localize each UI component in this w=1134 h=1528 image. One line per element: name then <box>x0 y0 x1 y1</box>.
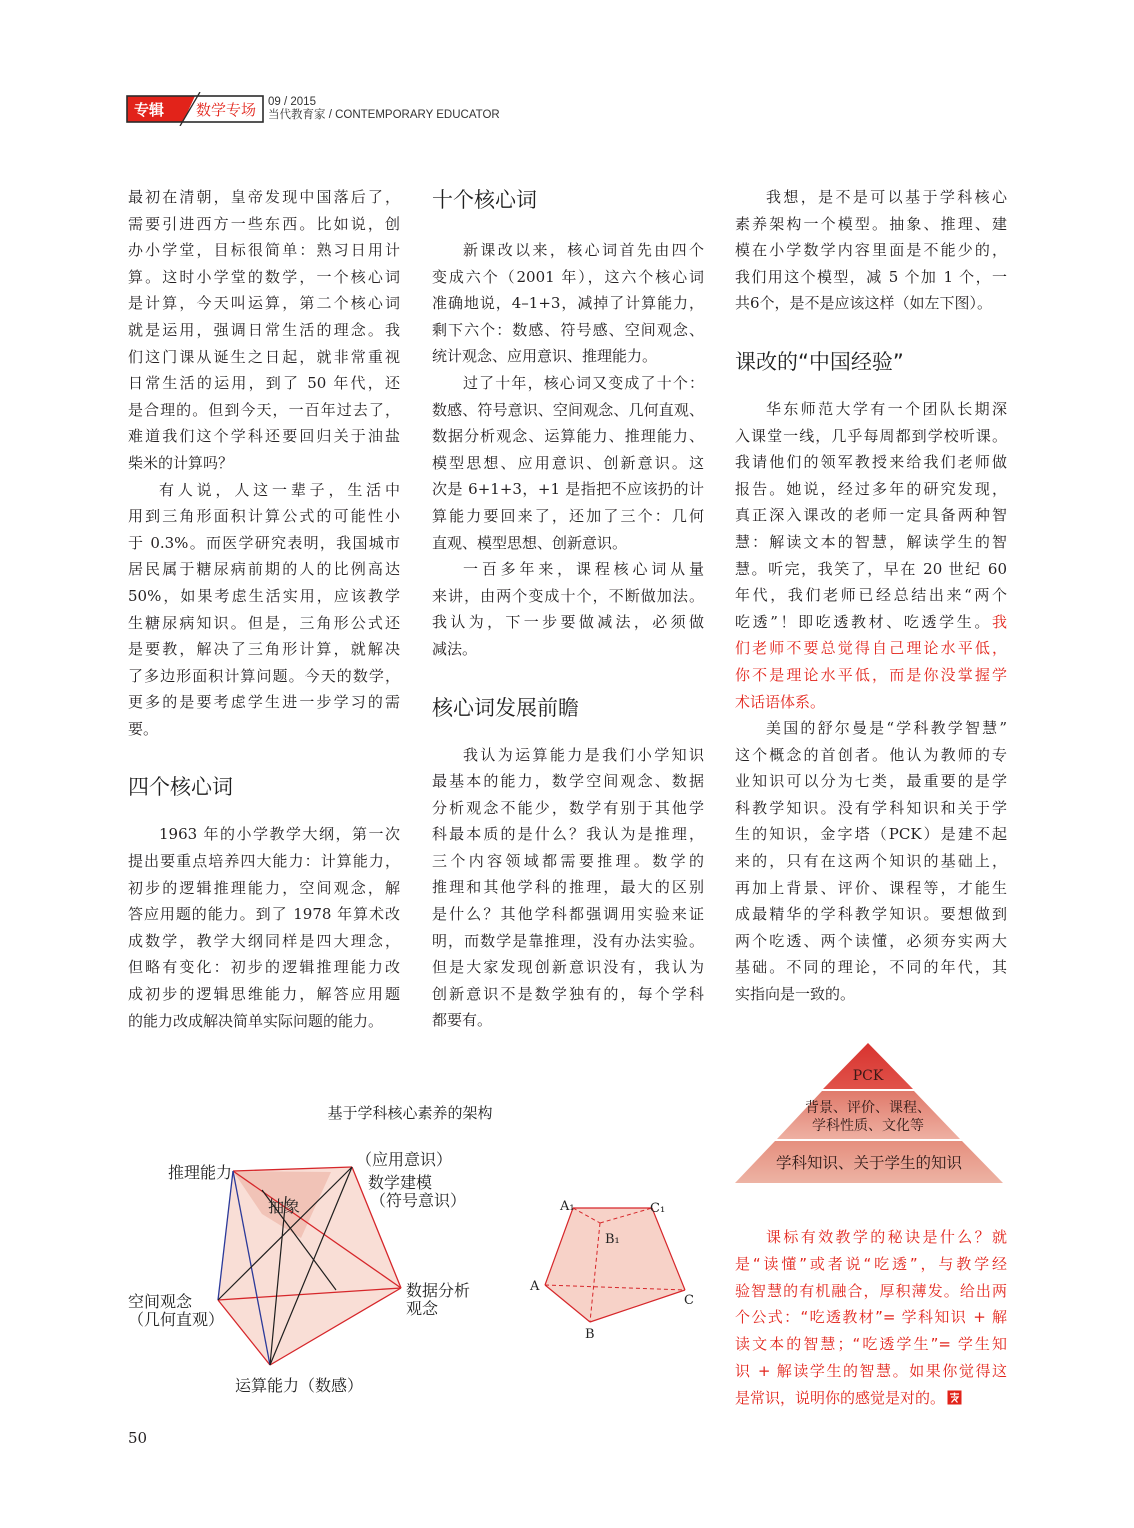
label-abstraction: 抽象 <box>268 1197 301 1216</box>
text-span: 年代，我们老师已经总结出来“两个 <box>735 586 1007 605</box>
text-line <box>735 768 1007 795</box>
text-span: 识 + 解读学生的智慧。如果你觉得这 <box>735 1361 1007 1380</box>
text-span: 我认为运算能力是我们小学知识 <box>463 745 704 764</box>
text-span: 的能力改成解决简单实际问题的能力。 <box>128 1011 384 1030</box>
text-line <box>432 397 704 424</box>
text-line <box>128 848 400 875</box>
section-name: 数学专场 <box>196 101 257 119</box>
text-span: 难道我们这个学科还要回归关于油盐 <box>128 427 400 446</box>
text-span: 都要有。 <box>432 1011 493 1030</box>
text-span: 初步的逻辑推理能力，空间观念，解 <box>128 878 400 897</box>
text-line <box>735 901 1007 928</box>
text-span: 分析观念不能少，数学有别于其他学 <box>432 798 704 817</box>
text-span: 素养架构一个模型。抽象、推理、建 <box>735 214 1007 233</box>
text-line <box>735 502 1007 529</box>
label-spatial: 空间观念 <box>128 1292 193 1311</box>
text-span: 慧。听完，我笑了，早在 20 世纪 60 <box>735 559 1007 578</box>
section-heading: 四个核心词 <box>128 775 233 800</box>
label-modeling: 数学建模 <box>368 1173 433 1192</box>
text-span: 入课堂一线，几乎每周都到学校听课。 <box>735 426 1007 445</box>
text-span: 算能力要回来了，还加了三个：几何 <box>432 506 704 525</box>
text-line <box>735 1385 1007 1412</box>
paragraph <box>432 556 704 662</box>
paragraph <box>432 742 704 1035</box>
text-line <box>735 928 1007 955</box>
text-line <box>735 848 1007 875</box>
text-span: 数感、符号意识、空间观念、几何直观、 <box>432 400 704 419</box>
text-span: 答应用题的能力。到了 1978 年算术改 <box>128 905 400 924</box>
text-span: 直观、模型思想、创新意识。 <box>432 533 628 552</box>
text-span: 最基本的能力，数学空间观念、数据 <box>432 772 704 791</box>
section-header-badge <box>125 92 267 126</box>
text-line <box>432 556 704 583</box>
text-span: 成最精华的学科教学知识。要想做到 <box>735 905 1007 924</box>
text-span: 统计观念、应用意识、推理能力。 <box>432 347 658 366</box>
text-line <box>432 742 704 769</box>
text-line <box>128 184 400 211</box>
text-span: 办小学堂，目标很简单：熟习日用计 <box>128 241 400 260</box>
text-span: 基础。不同的理论，不同的年代，其 <box>735 958 1007 977</box>
text-line <box>128 477 400 504</box>
text-span: 再加上背景、评价、课程等，才能生 <box>735 878 1007 897</box>
text-line <box>128 716 400 743</box>
paragraph <box>432 237 704 370</box>
text-span: 创新意识不是数学独有的，每个学科 <box>432 984 704 1003</box>
paragraph <box>432 370 704 556</box>
text-line <box>432 901 704 928</box>
text-span: 共6个，是不是应该这样（如左下图）。 <box>735 294 993 313</box>
text-line <box>128 530 400 557</box>
text-span: 过了十年，核心词又变成了十个： <box>463 373 704 392</box>
text-line <box>735 981 1007 1008</box>
text-line <box>128 1008 400 1035</box>
prism-label-a: A <box>530 1279 540 1294</box>
text-line <box>128 290 400 317</box>
text-line <box>735 1224 1007 1251</box>
emphasis-text: 们老师不要总觉得自己理论水平低， <box>735 639 1007 658</box>
pyramid-top-label: PCK <box>852 1068 884 1084</box>
text-span: 次是 6+1+3，+1 是指把不应该扔的计 <box>432 480 704 499</box>
text-line <box>735 264 1007 291</box>
prism-fill <box>545 1208 685 1322</box>
text-span: 生的知识，金字塔（PCK）是建不起 <box>735 825 1007 844</box>
text-span: 来的，只有在这两个知识的基础上， <box>735 852 1007 871</box>
text-line <box>735 715 1007 742</box>
text-span: 50%，如果考虑生活实用，应该教学 <box>128 586 400 605</box>
text-span: 是计算，今天叫运算，第二个核心词 <box>128 294 400 313</box>
text-line <box>432 609 704 636</box>
text-span: 了多边形面积计算问题。今天的数学， <box>128 666 400 685</box>
text-line <box>735 742 1007 769</box>
text-span: 我认为，下一步要做减法，必须做 <box>432 613 704 632</box>
paragraph <box>128 184 400 477</box>
text-line <box>432 530 704 557</box>
text-line <box>432 874 704 901</box>
text-span: 成数学，教学大纲同样是四大理念， <box>128 931 400 950</box>
label-data-analysis-2: 观念 <box>406 1299 439 1318</box>
text-span: 们这门课从诞生之日起，就非常重视 <box>128 347 400 366</box>
text-line <box>432 317 704 344</box>
label-geometric: （几何直观） <box>128 1310 225 1329</box>
text-line <box>735 1358 1007 1385</box>
text-line <box>735 184 1007 211</box>
text-span: 华东师范大学有一个团队长期深 <box>766 399 1007 418</box>
text-span: 是“读懂”或者说“吃透”，与教学经 <box>735 1254 1007 1273</box>
text-span: 报告。她说，经过多年的研究发现， <box>735 479 1007 498</box>
text-line <box>128 450 400 477</box>
text-line <box>735 609 1007 636</box>
text-span: 是要教，解决了三角形计算，就解决 <box>128 640 400 659</box>
pyramid-middle-label-2: 学科性质、文化等 <box>812 1118 924 1134</box>
text-line <box>432 583 704 610</box>
text-span: 数据分析观念、运算能力、推理能力、 <box>432 427 704 446</box>
text-line <box>128 344 400 371</box>
text-span: 减法。 <box>432 639 478 658</box>
prism-label-c1: C₁ <box>650 1201 666 1216</box>
text-line <box>735 529 1007 556</box>
text-span: 业知识可以分为七类，最重要的是学 <box>735 772 1007 791</box>
text-line <box>128 370 400 397</box>
text-span: 就是运用，强调日常生活的理念。我 <box>128 320 400 339</box>
text-span: 一百多年来，课程核心词从量 <box>463 560 704 579</box>
text-line <box>128 981 400 1008</box>
text-line <box>128 503 400 530</box>
pck-pyramid <box>730 1038 1010 1188</box>
text-line <box>735 1278 1007 1305</box>
text-span: 有人说，人这一辈子，生活中 <box>159 480 400 499</box>
paragraph <box>735 715 1007 1008</box>
text-line <box>432 768 704 795</box>
text-span: 准确地说，4–1+3，减掉了计算能力， <box>432 294 704 313</box>
label-symbol: （符号意识） <box>370 1191 467 1210</box>
emphasis-text: 术话语体系。 <box>735 692 826 711</box>
text-line <box>735 290 1007 317</box>
paragraph <box>735 184 1007 317</box>
text-line <box>128 875 400 902</box>
text-line <box>128 928 400 955</box>
column-tag: 专辑 <box>134 101 165 119</box>
text-span: 验智慧的有机融合，厚积薄发。给出两 <box>735 1281 1007 1300</box>
text-line <box>432 795 704 822</box>
text-line <box>735 635 1007 662</box>
section-heading: 课改的“中国经验” <box>735 349 904 374</box>
paragraph <box>735 396 1007 715</box>
text-line <box>128 423 400 450</box>
text-span: 提出要重点培养四大能力：计算能力， <box>128 852 400 871</box>
prism-label-c: C <box>684 1293 694 1308</box>
text-span: 这个概念的首创者。他认为教师的专 <box>735 745 1007 764</box>
text-span: 是什么？其他学科都强调用实验来证 <box>432 905 704 924</box>
text-span: 模型思想、应用意识、创新意识。这 <box>432 453 704 472</box>
text-span: 慧：解读文本的智慧，解读学生的智 <box>735 532 1007 551</box>
magazine-name: 当代教育家 / CONTEMPORARY EDUCATOR <box>268 109 500 121</box>
text-span: 成初步的逻辑思维能力，解答应用题 <box>128 985 400 1004</box>
text-span: 三个内容领域都需要推理。数学的 <box>432 851 704 870</box>
text-line <box>735 556 1007 583</box>
text-line <box>432 981 704 1008</box>
text-span: 要。 <box>128 719 159 738</box>
text-line <box>432 954 704 981</box>
text-line <box>128 689 400 716</box>
text-line <box>432 370 704 397</box>
text-span: 日常生活的运用，到了 50 年代，还 <box>128 374 400 393</box>
text-line <box>735 396 1007 423</box>
text-line <box>432 848 704 875</box>
text-span: 我请他们的领军教授来给我们老师做 <box>735 453 1007 472</box>
text-span: 真正深入课改的老师一定具备两种智 <box>735 506 1007 525</box>
callout <box>735 1224 1007 1412</box>
label-reasoning: 推理能力 <box>168 1163 233 1182</box>
text-line <box>128 397 400 424</box>
text-line <box>735 476 1007 503</box>
text-line <box>735 449 1007 476</box>
prism-label-a1: A₁ <box>560 1199 575 1214</box>
text-span: 模在小学数学内容里面是不能少的， <box>735 241 1007 260</box>
core-literacy-framework-diagram <box>115 1140 705 1410</box>
text-span: 更多的是要考虑学生进一步学习的需 <box>128 693 400 712</box>
text-span: 两个吃透、两个读懂，必须夯实两大 <box>735 931 1007 950</box>
text-line <box>735 211 1007 238</box>
text-span: 明，而数学是靠推理，没有办法实验。 <box>432 931 704 950</box>
page-number: 50 <box>128 1429 148 1447</box>
text-span: 需要引进西方一些东西。比如说，创 <box>128 214 400 233</box>
paragraph <box>128 477 400 743</box>
text-line <box>128 636 400 663</box>
text-line <box>735 423 1007 450</box>
section-heading: 核心词发展前瞻 <box>432 695 579 720</box>
text-line <box>432 503 704 530</box>
label-operation: 运算能力（数感） <box>235 1376 364 1395</box>
text-span: 柴米的计算吗？ <box>128 453 234 472</box>
text-span: 推理和其他学科的推理，最大的区别 <box>432 878 704 897</box>
text-line <box>432 821 704 848</box>
text-span: 读文本的智慧；“吃透学生”= 学生知 <box>735 1335 1007 1354</box>
text-line <box>735 237 1007 264</box>
prism-label-b: B <box>585 1327 595 1342</box>
text-line <box>128 211 400 238</box>
text-line <box>128 264 400 291</box>
text-line <box>432 928 704 955</box>
text-line <box>432 476 704 503</box>
text-line <box>432 1007 704 1034</box>
text-span: 吃透”！即吃透教材、吃透学生。 <box>735 612 992 631</box>
text-line <box>735 582 1007 609</box>
text-line <box>128 663 400 690</box>
emphasis-text: 我 <box>991 612 1007 631</box>
label-data-analysis-1: 数据分析 <box>406 1281 471 1300</box>
text-line <box>735 662 1007 689</box>
text-line <box>128 583 400 610</box>
pyramid-bottom-label: 学科知识、关于学生的知识 <box>775 1154 963 1172</box>
paragraph <box>128 821 400 1034</box>
text-line <box>735 1331 1007 1358</box>
text-line <box>735 1304 1007 1331</box>
text-span: 我想，是不是可以基于学科核心 <box>766 188 1007 206</box>
pyramid-middle-label-1: 背景、评价、课程、 <box>805 1100 931 1116</box>
text-line <box>128 237 400 264</box>
text-span: 算。这时小学堂的数学，一个核心词 <box>128 267 400 286</box>
text-span: 是合理的。但到今天，一百年过去了， <box>128 400 400 419</box>
text-span: 实指向是一致的。 <box>735 985 856 1004</box>
text-span: 1963 年的小学教学大纲，第一次 <box>159 825 400 844</box>
figure-caption: 基于学科核心素养的架构 <box>327 1104 493 1122</box>
text-line <box>432 343 704 370</box>
text-span: 科最本质的是什么？我认为是推理， <box>432 825 704 844</box>
text-span: 来讲，由两个变成十个，不断做加法。 <box>432 586 704 605</box>
text-span: 美国的舒尔曼是“学科教学智慧” <box>766 719 1007 738</box>
text-line <box>432 264 704 291</box>
text-line <box>735 795 1007 822</box>
text-span: 课标有效教学的秘诀是什么？就 <box>766 1228 1007 1246</box>
text-span: 但是大家发现创新意识没有，我认为 <box>432 958 704 977</box>
text-span: 于 0.3%。而医学研究表明，我国城市 <box>128 533 400 552</box>
text-span: 我们用这个模型，减 5 个加 1 个，一 <box>735 267 1007 286</box>
text-line <box>735 689 1007 716</box>
text-span: 新课改以来，核心词首先由四个 <box>463 241 704 259</box>
end-mark-icon <box>947 1387 962 1402</box>
label-application: （应用意识） <box>356 1150 453 1169</box>
text-line <box>432 237 704 264</box>
emphasis-text: 你不是理论水平低，而是你没掌握学 <box>735 665 1007 684</box>
issue-date: 09 / 2015 <box>268 96 316 108</box>
section-heading: 十个核心词 <box>432 188 537 212</box>
text-span: 变成六个（2001 年），这六个核心词 <box>432 267 704 286</box>
text-line <box>735 954 1007 981</box>
text-span: 剩下六个：数感、符号感、空间观念、 <box>432 320 704 339</box>
text-line <box>128 317 400 344</box>
text-line <box>128 821 400 848</box>
text-span: 生糖尿病知识。但是，三角形公式还 <box>128 613 400 632</box>
text-line <box>128 901 400 928</box>
text-line <box>432 450 704 477</box>
text-span: 个公式：“吃透教材”= 学科知识 + 解 <box>735 1308 1007 1327</box>
text-span: 用到三角形面积计算公式的可能性小 <box>128 507 400 526</box>
text-span: 是常识，说明你的感觉是对的。 <box>735 1388 946 1407</box>
text-line <box>432 423 704 450</box>
text-span: 居民属于糖尿病前期的人的比例高达 <box>128 560 400 579</box>
column-1 <box>128 184 400 1034</box>
text-line <box>735 821 1007 848</box>
column-3 <box>735 184 1007 1008</box>
prism-label-b1: B₁ <box>605 1232 620 1247</box>
column-2 <box>432 187 704 1034</box>
text-line <box>128 610 400 637</box>
text-line <box>735 1251 1007 1278</box>
text-span: 最初在清朝，皇帝发现中国落后了， <box>128 188 400 206</box>
text-line <box>128 954 400 981</box>
text-line <box>432 290 704 317</box>
text-span: 科教学知识。没有学科知识和关于学 <box>735 798 1007 817</box>
text-span: 但略有变化：初步的逻辑推理能力改 <box>128 958 400 977</box>
text-line <box>735 875 1007 902</box>
text-line <box>128 556 400 583</box>
text-line <box>432 636 704 663</box>
